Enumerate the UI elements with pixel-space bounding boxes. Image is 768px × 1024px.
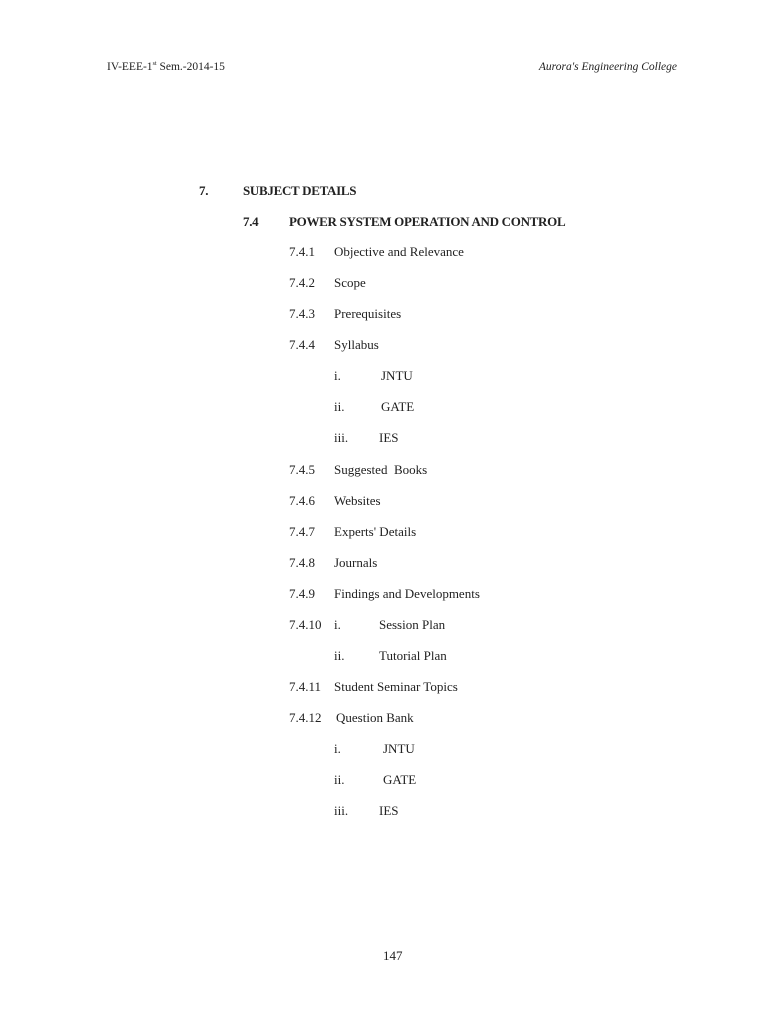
header-left	[107, 61, 225, 73]
subsection-title: POWER SYSTEM OPERATION AND CONTROL	[289, 214, 566, 229]
item-number: 7.4.5	[289, 462, 315, 477]
item-number: 7.4.9	[289, 586, 315, 601]
header-superscript: st	[152, 61, 157, 68]
subitem-label: JNTU	[383, 741, 415, 756]
item-number: 7.4.11	[289, 679, 322, 694]
subitem-label: GATE	[383, 772, 417, 787]
subitem-label: JNTU	[381, 368, 413, 383]
item-label: Suggested Books	[334, 462, 428, 477]
section-title: SUBJECT DETAILS	[243, 183, 357, 198]
subsection-number: 7.4	[243, 214, 259, 229]
subitem-label: IES	[379, 430, 399, 445]
item-label: Prerequisites	[334, 306, 402, 321]
item-label: Findings and Developments	[334, 586, 480, 601]
header-semester: Sem.-2014-15	[156, 61, 225, 73]
item-number: 7.4.7	[289, 524, 315, 539]
header-college: Aurora's Engineering College	[538, 61, 677, 73]
item-label: Scope	[334, 275, 366, 290]
item-number: 7.4.10	[289, 617, 322, 632]
subitem-roman: i.	[334, 617, 341, 632]
item-label: Session Plan	[379, 617, 446, 632]
subitem-roman: i.	[334, 368, 341, 383]
item-label: Experts' Details	[334, 524, 417, 539]
subitem-roman: ii.	[334, 399, 345, 414]
page-number: 147	[383, 948, 403, 963]
item-number: 7.4.2	[289, 275, 315, 290]
subitem-roman: i.	[334, 741, 341, 756]
subitem-label: IES	[379, 803, 399, 818]
subitem-roman: ii.	[334, 648, 345, 663]
item-label: Syllabus	[334, 337, 379, 352]
item-number: 7.4.8	[289, 555, 315, 570]
item-number: 7.4.12	[289, 710, 322, 725]
item-number: 7.4.1	[289, 244, 315, 259]
subitem-roman: iii.	[334, 430, 349, 445]
item-number: 7.4.6	[289, 493, 315, 508]
item-label: Journals	[334, 555, 378, 570]
item-label: Student Seminar Topics	[334, 679, 458, 694]
header-course-code: IV-EEE-1	[107, 61, 153, 73]
subitem-roman: ii.	[334, 772, 345, 787]
item-number: 7.4.3	[289, 306, 315, 321]
item-label: Websites	[334, 493, 381, 508]
item-label: Objective and Relevance	[334, 244, 464, 259]
item-number: 7.4.4	[289, 337, 315, 352]
item-label: Question Bank	[336, 710, 414, 725]
subitem-label: GATE	[381, 399, 415, 414]
subitem-label: Tutorial Plan	[379, 648, 447, 663]
section-number: 7.	[199, 183, 209, 198]
subitem-roman: iii.	[334, 803, 349, 818]
